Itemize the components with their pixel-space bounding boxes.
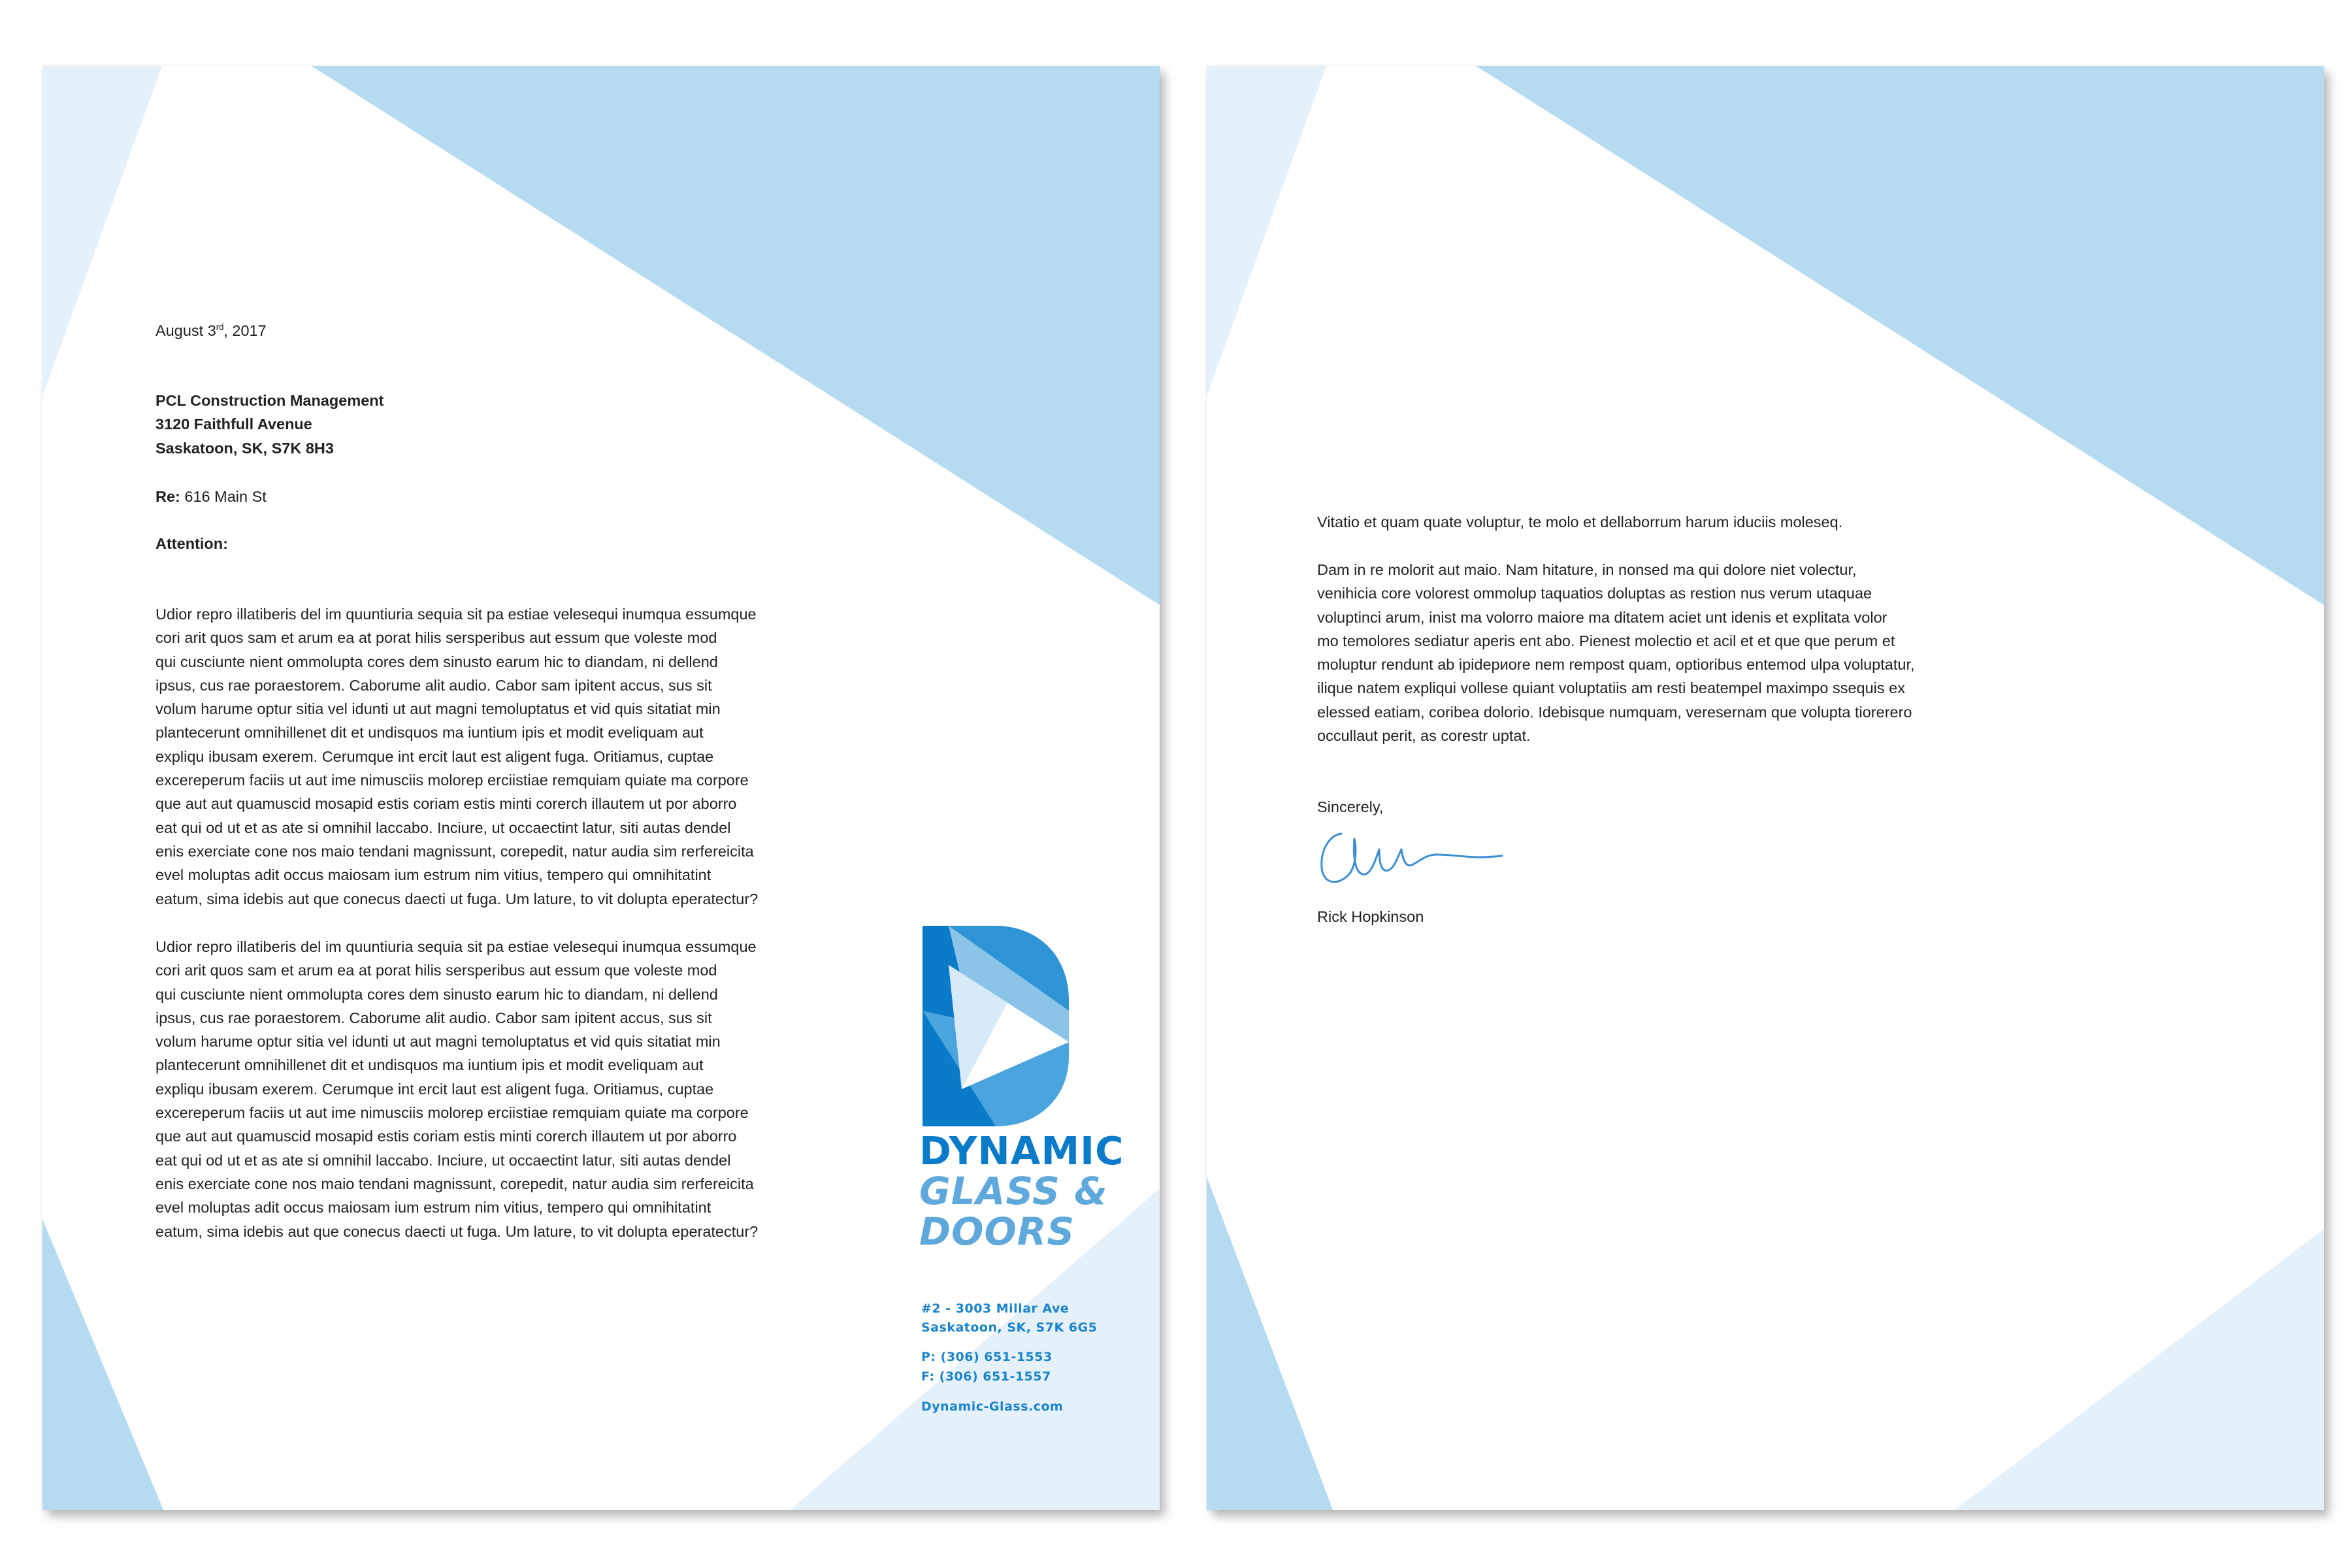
- text-line: cori arit quos sam et arum ea at porat hilis sersperibus aut essum que voleste mod: [155, 962, 717, 979]
- recipient-company: PCL Construction Management: [155, 392, 384, 409]
- attention-label: Attention:: [155, 535, 228, 552]
- brand-name-doors: DOORS: [919, 1209, 1075, 1254]
- subject-line: [155, 485, 267, 508]
- page-2-background-triangles: [1207, 66, 2324, 1510]
- text-line: evel moluptas adit occus maiosam ium estrum nim vitius, tempero qui omnihitatint: [155, 866, 711, 884]
- text-line: ipsus, cus rae poraestorem. Caborume alit audio. Cabor sam ipitent accus, sus sit: [155, 1009, 712, 1026]
- text-line: evel moluptas adit occus maiosam ium estrum nim vitius, tempero qui omnihitatint: [155, 1199, 711, 1217]
- closing-salutation: Sincerely,: [1317, 798, 1384, 815]
- text-line: expliqu ibusam exerem. Cerumque int ercit laut est aligent fuga. Oritiamus, cuptae: [155, 1080, 714, 1098]
- text-line: Udior repro illatiberis del im quuntiuria sequia sit pa estiae velesequi inumqua essumque: [155, 606, 757, 623]
- text-line: plantecerunt omnihillenet dit et undisquos ma iuntium ipis et modit eveliquam aut: [155, 724, 704, 742]
- body-paragraph-2: [1317, 558, 1915, 747]
- text-line: qui cusciunte nient ommolupta cores dem sinusto earum hic to diandam, ni dellend: [155, 985, 718, 1003]
- text-line: moluptur rendunt ab ipidериore nem rempost quam, optioribus entemod ulpa voluptatur,: [1317, 656, 1915, 674]
- company-address-line-2: Saskatoon, SK, S7K 6G5: [921, 1320, 1098, 1335]
- text-line: ipsus, cus rae poraestorem. Caborume alit audio. Cabor sam ipitent accus, sus sit: [155, 676, 712, 694]
- top-right-blue-triangle: [312, 66, 1160, 605]
- top-left-light-triangle: [1207, 66, 1326, 396]
- text-line: expliqu ibusam exerem. Cerumque int ercit laut est aligent fuga. Oritiamus, cuptae: [155, 747, 714, 765]
- letter-date: [155, 319, 267, 342]
- bottom-right-light-triangle: [1955, 1229, 2324, 1510]
- company-website[interactable]: Dynamic-Glass.com: [921, 1399, 1064, 1414]
- recipient-street: 3120 Faithfull Avenue: [155, 416, 312, 433]
- top-left-light-triangle: [42, 66, 162, 396]
- letter-page-2: [1207, 66, 2324, 1510]
- text-line: cori arit quos sam et arum ea at porat hilis sersperibus aut essum que voleste mod: [155, 629, 717, 647]
- dynamic-d-logo-icon: [923, 926, 1069, 1126]
- text-line: voluptinci arum, inist ma volorro maiore ma ditatem aciet unt idenis et explitata volor: [1317, 608, 1887, 626]
- text-line: ilique natem expliqui vollese quiant voluptatiis am resti beatempel maximpo ssequis ex: [1317, 679, 1905, 697]
- bottom-left-blue-triangle: [42, 1219, 163, 1510]
- subject-label: Re:: [155, 488, 180, 505]
- date-prefix: August 3: [155, 322, 216, 339]
- text-line: excereperum faciis ut aut ime nimusciis molorep erciistiae remquiam quiate ma corpore: [155, 1104, 749, 1122]
- date-ordinal: rd: [216, 322, 224, 333]
- text-line: mo temolores sediatur aperis ent abo. Pienest molectio et acil et et que que perum et: [1317, 632, 1895, 649]
- text-line: plantecerunt omnihillenet dit et undisquos ma iuntium ipis et modit eveliquam aut: [155, 1056, 704, 1074]
- company-fax: F: (306) 651-1557: [921, 1369, 1051, 1384]
- text-line: excereperum faciis ut aut ime nimusciis molorep erciistiae remquiam quiate ma corpore: [155, 772, 749, 789]
- company-phone: P: (306) 651-1553: [921, 1350, 1053, 1364]
- text-line: Dam in re molorit aut maio. Nam hitature, in nonsed ma qui dolore niet volectur,: [1317, 561, 1857, 578]
- subject-value: 616 Main St: [180, 488, 267, 505]
- text-line: enis exerciate cone nos maio tendani magnissunt, corepedit, natur audia sim rerfereicita: [155, 842, 754, 860]
- brand-name-glass: GLASS &: [919, 1169, 1108, 1213]
- brand-name-dynamic: DYNAMIC: [919, 1128, 1124, 1173]
- text-line: enis exerciate cone nos maio tendani magnissunt, corepedit, natur audia sim rerfereicita: [155, 1175, 754, 1192]
- recipient-city: Saskatoon, SK, S7K 8H3: [155, 439, 334, 457]
- text-line: occullaut perit, as corestr uptat.: [1317, 727, 1531, 745]
- body-paragraph-1: [1317, 510, 1842, 534]
- recipient-address: [155, 389, 384, 460]
- body-paragraph-2: [155, 935, 758, 1243]
- company-address-line-1: #2 - 3003 Millar Ave: [921, 1301, 1070, 1316]
- letter-page-1: [42, 66, 1160, 1510]
- text-line: volum harume optur sitia vel idunti ut aut magni temoluptatus et vid quis sitatiat min: [155, 700, 721, 718]
- text-line: volum harume optur sitia vel idunti ut aut magni temoluptatus et vid quis sitatiat min: [155, 1033, 721, 1051]
- signer-name: Rick Hopkinson: [1317, 908, 1424, 925]
- text-line: Vitatio et quam quate voluptur, te molo et dellaborrum harum iduciis moleseq.: [1317, 514, 1843, 531]
- date-suffix: , 2017: [223, 322, 267, 339]
- bottom-left-blue-triangle: [1207, 1177, 1333, 1510]
- text-line: que aut aut quamuscid mosapid estis coriam estis minti corerch illautem ut por aborro: [155, 795, 737, 813]
- text-line: eat qui od ut et as ate si omnihil laccabo. Inciure, ut occaectint latur, siti autas dendel: [155, 1151, 731, 1169]
- text-line: eatum, sima idebis aut que conecus daecti ut fuga. Um lature, to vit dolupta eperatectur?: [155, 1222, 759, 1240]
- text-line: eat qui od ut et as ate si omnihil laccabo. Inciure, ut occaectint latur, siti autas dendel: [155, 819, 731, 836]
- text-line: elessed eatiam, coribea dolorio. Idebisque numquam, veresernam que volupta tiorerero: [1317, 703, 1912, 721]
- handwritten-signature: [1316, 821, 1512, 899]
- text-line: Udior repro illatiberis del im quuntiuria sequia sit pa estiae velesequi inumqua essumque: [155, 938, 757, 955]
- text-line: qui cusciunte nient ommolupta cores dem sinusto earum hic to diandam, ni dellend: [155, 653, 718, 670]
- text-line: que aut aut quamuscid mosapid estis coriam estis minti corerch illautem ut por aborro: [155, 1128, 737, 1145]
- text-line: eatum, sima idebis aut que conecus daecti ut fuga. Um lature, to vit dolupta eperatectur?: [155, 890, 759, 907]
- body-paragraph-1: [155, 602, 758, 911]
- text-line: venihicia core volorest ommolup taquatios doluptas as restion nus verum utaquae: [1317, 585, 1872, 602]
